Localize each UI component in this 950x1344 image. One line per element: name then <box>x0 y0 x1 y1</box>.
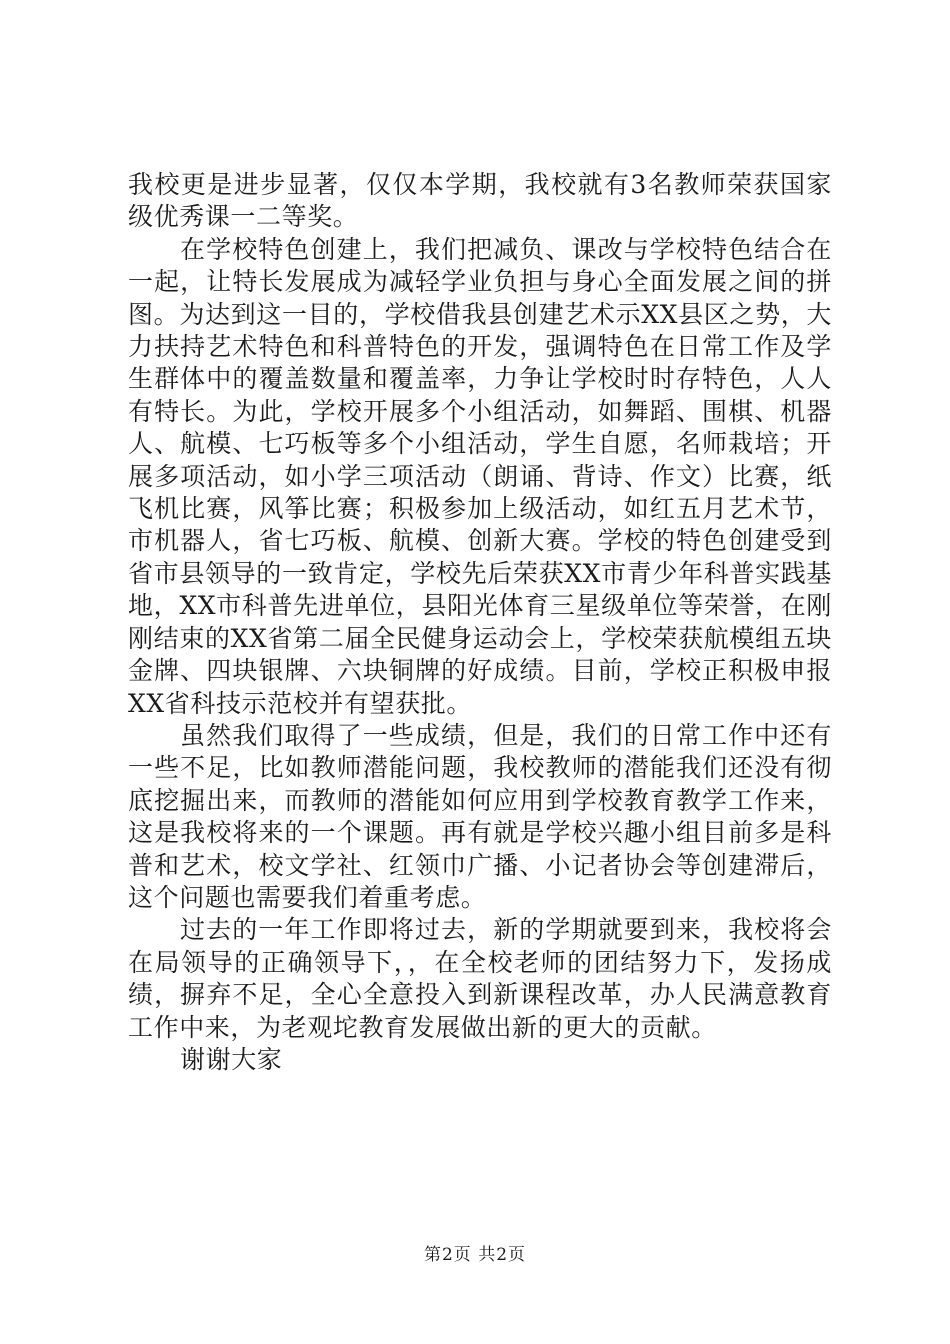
paragraph-2: 在学校特色创建上，我们把减负、课改与学校特色结合在一起，让特长发展成为减轻学业负担与身心全面发展之间的拼图。为达到这一目的，学校借我县创建艺术示XX县区之势，大力扶持艺术特色和科普特色的开发，强调特色在日常工作及学生群体中的覆盖数量和覆盖率，力争让学校时时存特色，人人有特长。为此，学校开展多个小组活动，如舞蹈、围棋、机器人、航模、七巧板等多个小组活动，学生自愿，名师栽培；开展多项活动，如小学三项活动（朗诵、背诗、作文）比赛，纸飞机比赛，风筝比赛；积极参加上级活动，如红五月艺术节，市机器人，省七巧板、航模、创新大赛。学校的特色创建受到省市县领导的一致肯定，学校先后荣获XX市青少年科普实践基地，XX市科普先进单位，县阳光体育三星级单位等荣誉，在刚刚结束的XX省第二届全民健身运动会上，学校荣获航模组五块金牌、四块银牌、六块铜牌的好成绩。目前，学校正积极申报XX省科技示范校并有望获批。 <box>128 234 832 718</box>
paragraph-closing: 谢谢大家 <box>180 1044 283 1074</box>
paragraph-1: 我校更是进步显著，仅仅本学期，我校就有3名教师荣获国家级优秀课一二等奖。 <box>128 170 832 232</box>
paragraph-3: 虽然我们取得了一些成绩，但是，我们的日常工作中还有一些不足，比如教师潜能问题，我校教师的潜能我们还没有彻底挖掘出来，而教师的潜能如何应用到学校教育教学工作来，这是我校将来的一个课题。再有就是学校兴趣小组目前多是科普和艺术，校文学社、红领巾广播、小记者协会等创建滞后，这个问题也需要我们着重考虑。 <box>128 720 832 912</box>
paragraph-4: 过去的一年工作即将过去，新的学期就要到来，我校将会在局领导的正确领导下，，在全校老师的团结努力下，发扬成绩，摒弃不足，全心全意投入到新课程改革，办人民满意教育工作中来，为老观坨教育发展做出新的更大的贡献。 <box>128 915 832 1042</box>
document-body <box>128 169 832 1076</box>
page-number-footer: 第2页 共2页 <box>423 1245 527 1265</box>
